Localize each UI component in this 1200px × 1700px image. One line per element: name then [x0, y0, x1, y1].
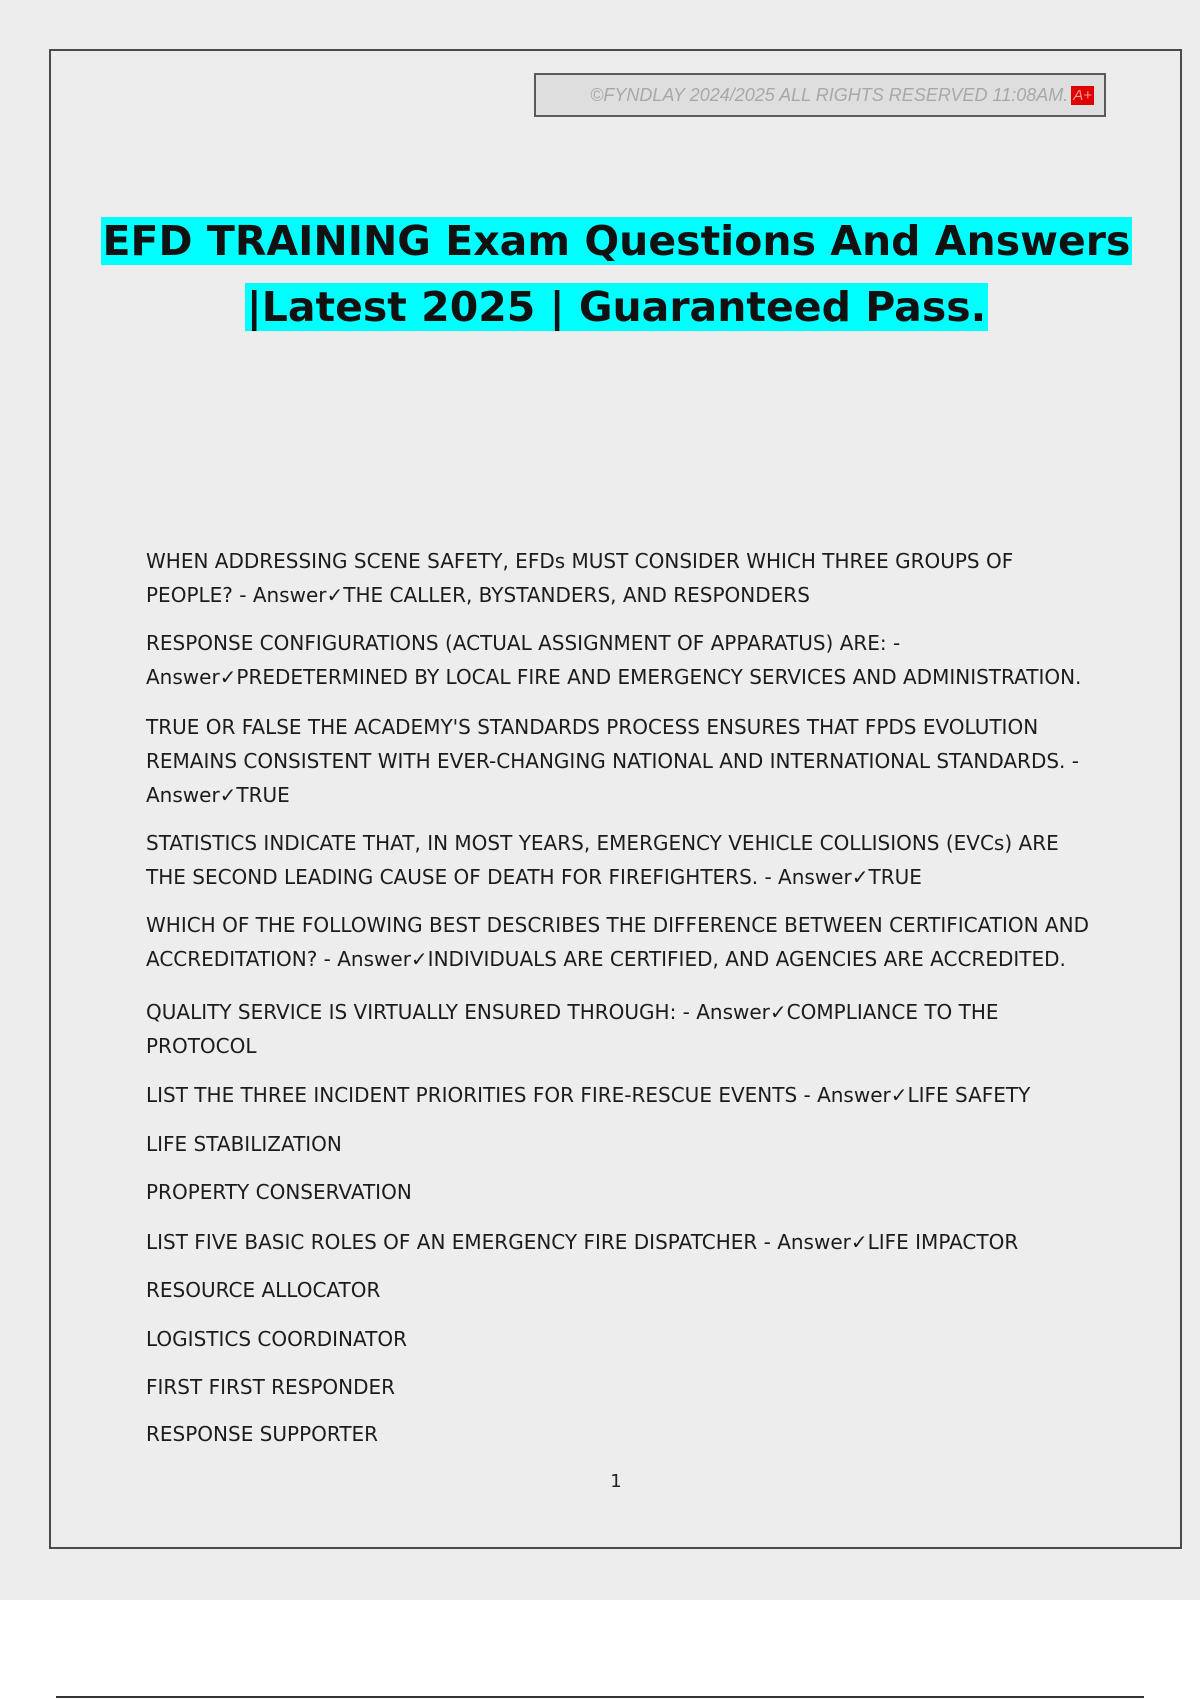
next-page-divider [56, 1696, 1144, 1698]
qa-item: PROPERTY CONSERVATION [146, 1180, 412, 1204]
qa-item: RESPONSE SUPPORTER [146, 1422, 379, 1446]
title-line-2: |Latest 2025 | Guaranteed Pass. [246, 283, 987, 331]
qa-item: WHICH OF THE FOLLOWING BEST DESCRIBES THE DIFFERENCE BETWEEN CERTIFICATION AND ACCREDITATION? - Answer✓INDIVIDUALS ARE CERTIFIED, AND AGENCIES ARE ACCREDITED. [146, 913, 1089, 971]
qa-item: FIRST FIRST RESPONDER [146, 1375, 396, 1399]
page-number: 1 [610, 1471, 622, 1492]
title-line-1: EFD TRAINING Exam Questions And Answers [102, 217, 1131, 265]
qa-item: RESOURCE ALLOCATOR [146, 1278, 381, 1302]
qa-item: LOGISTICS COORDINATOR [146, 1327, 407, 1351]
qa-item: WHEN ADDRESSING SCENE SAFETY, EFDs MUST CONSIDER WHICH THREE GROUPS OF PEOPLE? - Answer✓THE CALLER, BYSTANDERS, AND RESPONDERS [146, 549, 1014, 607]
qa-item: RESPONSE CONFIGURATIONS (ACTUAL ASSIGNMENT OF APPARATUS) ARE: - Answer✓PREDETERMINED BY LOCAL FIRE AND EMERGENCY SERVICES AND ADMINISTRATION. [146, 631, 1082, 689]
qa-item: LIST THE THREE INCIDENT PRIORITIES FOR FIRE-RESCUE EVENTS - Answer✓LIFE SAFETY [146, 1083, 1031, 1107]
grade-badge: A+ [1073, 86, 1092, 104]
copyright-header [534, 73, 1106, 117]
qa-item: LIST FIVE BASIC ROLES OF AN EMERGENCY FIRE DISPATCHER - Answer✓LIFE IMPACTOR [146, 1230, 1019, 1254]
copyright-text: ©FYNDLAY 2024/2025 ALL RIGHTS RESERVED 11:08AM. [590, 84, 1069, 105]
qa-item: TRUE OR FALSE THE ACADEMY'S STANDARDS PROCESS ENSURES THAT FPDS EVOLUTION REMAINS CONSISTENT WITH EVER-CHANGING NATIONAL AND INTERNATIONAL STANDARDS. - Answer✓TRUE [146, 715, 1079, 807]
qa-item: STATISTICS INDICATE THAT, IN MOST YEARS, EMERGENCY VEHICLE COLLISIONS (EVCs) ARE THE SECOND LEADING CAUSE OF DEATH FOR FIREFIGHTERS. - Answer✓TRUE [146, 831, 1059, 889]
qa-item: LIFE STABILIZATION [146, 1132, 342, 1156]
document-title [60, 208, 1173, 340]
qa-item: QUALITY SERVICE IS VIRTUALLY ENSURED THROUGH: - Answer✓COMPLIANCE TO THE PROTOCOL [146, 1000, 999, 1058]
